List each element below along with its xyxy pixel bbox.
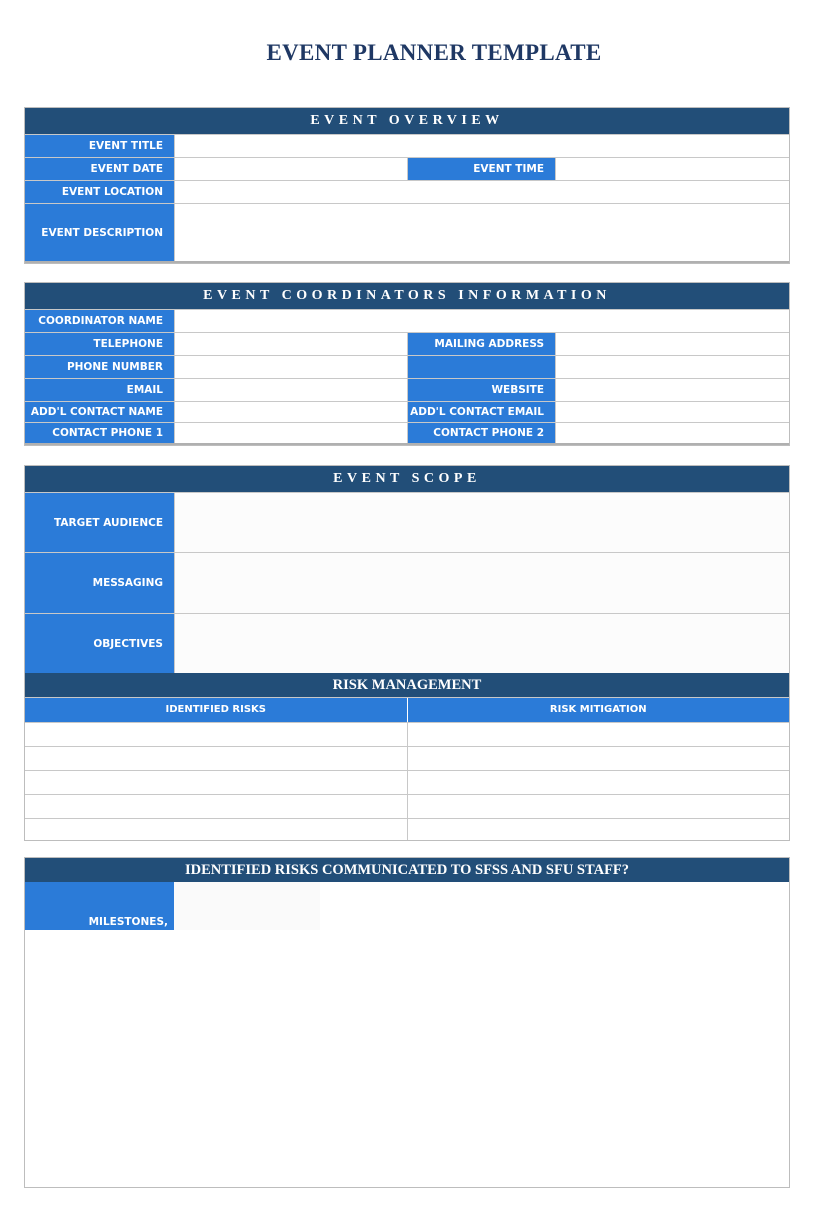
milestones-row — [25, 882, 789, 930]
risk-mitigation-column: RISK MITIGATION — [407, 698, 790, 722]
contact-phone-2-label: CONTACT PHONE 2 — [407, 423, 555, 443]
contact-phone-2-field[interactable] — [555, 423, 789, 443]
contact-phone-row — [25, 422, 789, 445]
telephone-row — [25, 332, 789, 355]
event-date-field[interactable] — [174, 158, 407, 180]
risk-mitigation-cell[interactable] — [407, 723, 790, 746]
messaging-row — [25, 552, 789, 613]
phone-number-row — [25, 355, 789, 378]
target-audience-field[interactable] — [174, 493, 789, 552]
event-overview-header: EVENT OVERVIEW — [25, 108, 789, 134]
event-title-field[interactable] — [174, 135, 789, 157]
coordinators-header: EVENT COORDINATORS INFORMATION — [25, 283, 789, 309]
event-time-label: EVENT TIME — [407, 158, 555, 180]
mailing-address-continued — [407, 356, 555, 378]
coordinator-name-label: COORDINATOR NAME — [25, 310, 174, 332]
identified-risk-cell[interactable] — [25, 819, 407, 840]
event-location-row — [25, 180, 789, 203]
mailing-address-field-2[interactable] — [555, 356, 789, 378]
addl-contact-email-field[interactable] — [555, 402, 789, 422]
page-title: EVENT PLANNER TEMPLATE — [266, 40, 602, 65]
table-row — [25, 746, 789, 770]
event-description-label: EVENT DESCRIPTION — [25, 204, 174, 261]
risk-mitigation-cell[interactable] — [407, 771, 790, 794]
identified-risk-cell[interactable] — [25, 723, 407, 746]
event-date-label: EVENT DATE — [25, 158, 174, 180]
telephone-label: TELEPHONE — [25, 333, 174, 355]
table-row — [25, 770, 789, 794]
notes-area[interactable] — [25, 930, 789, 1187]
identified-risks-column: IDENTIFIED RISKS — [165, 704, 266, 715]
risk-mitigation-cell[interactable] — [407, 747, 790, 770]
event-description-row — [25, 203, 789, 263]
mailing-address-field[interactable] — [555, 333, 789, 355]
objectives-row — [25, 613, 789, 673]
event-scope-table — [24, 465, 790, 841]
addl-contact-name-field[interactable] — [174, 402, 407, 422]
risk-mitigation-cell[interactable] — [407, 795, 790, 818]
risk-mitigation-cell[interactable] — [407, 819, 790, 840]
messaging-field[interactable] — [174, 553, 789, 613]
phone-number-label: PHONE NUMBER — [25, 356, 174, 378]
objectives-field[interactable] — [174, 614, 789, 673]
event-title-label: EVENT TITLE — [25, 135, 174, 157]
table-row — [25, 722, 789, 746]
event-scope-header: EVENT SCOPE — [25, 466, 789, 492]
event-time-field[interactable] — [555, 158, 789, 180]
coordinator-name-row — [25, 309, 789, 332]
risk-columns-header — [25, 697, 789, 722]
risks-communicated-header: IDENTIFIED RISKS COMMUNICATED TO SFSS AND SFU STAFF? — [25, 858, 789, 882]
messaging-label: MESSAGING — [25, 553, 174, 613]
identified-risk-cell[interactable] — [25, 795, 407, 818]
event-description-field[interactable] — [174, 204, 789, 261]
objectives-label: OBJECTIVES — [25, 614, 174, 673]
mailing-address-label: MAILING ADDRESS — [407, 333, 555, 355]
identified-risk-cell[interactable] — [25, 747, 407, 770]
telephone-field[interactable] — [174, 333, 407, 355]
addl-contact-email-label: ADD'L CONTACT EMAIL — [407, 402, 555, 422]
identified-risk-cell[interactable] — [25, 771, 407, 794]
addl-contact-name-label: ADD'L CONTACT NAME — [25, 402, 174, 422]
contact-phone-1-label: CONTACT PHONE 1 — [25, 423, 174, 443]
coordinator-name-field[interactable] — [174, 310, 789, 332]
milestones-field[interactable] — [174, 882, 320, 930]
target-audience-row — [25, 492, 789, 552]
email-label: EMAIL — [25, 379, 174, 401]
table-row — [25, 818, 789, 840]
addl-contact-row — [25, 401, 789, 422]
table-row — [25, 794, 789, 818]
email-row — [25, 378, 789, 401]
website-field[interactable] — [555, 379, 789, 401]
event-location-field[interactable] — [174, 181, 789, 203]
risks-communicated-table — [24, 857, 790, 1188]
target-audience-label: TARGET AUDIENCE — [25, 493, 174, 552]
event-date-row — [25, 157, 789, 180]
contact-phone-1-field[interactable] — [174, 423, 407, 443]
event-location-label: EVENT LOCATION — [25, 181, 174, 203]
risk-management-header: RISK MANAGEMENT — [25, 673, 789, 697]
website-label: WEBSITE — [407, 379, 555, 401]
milestones-label: MILESTONES, — [25, 882, 174, 930]
event-title-row — [25, 134, 789, 157]
email-field[interactable] — [174, 379, 407, 401]
event-overview-table — [24, 107, 790, 264]
coordinators-table — [24, 282, 790, 446]
phone-number-field[interactable] — [174, 356, 407, 378]
